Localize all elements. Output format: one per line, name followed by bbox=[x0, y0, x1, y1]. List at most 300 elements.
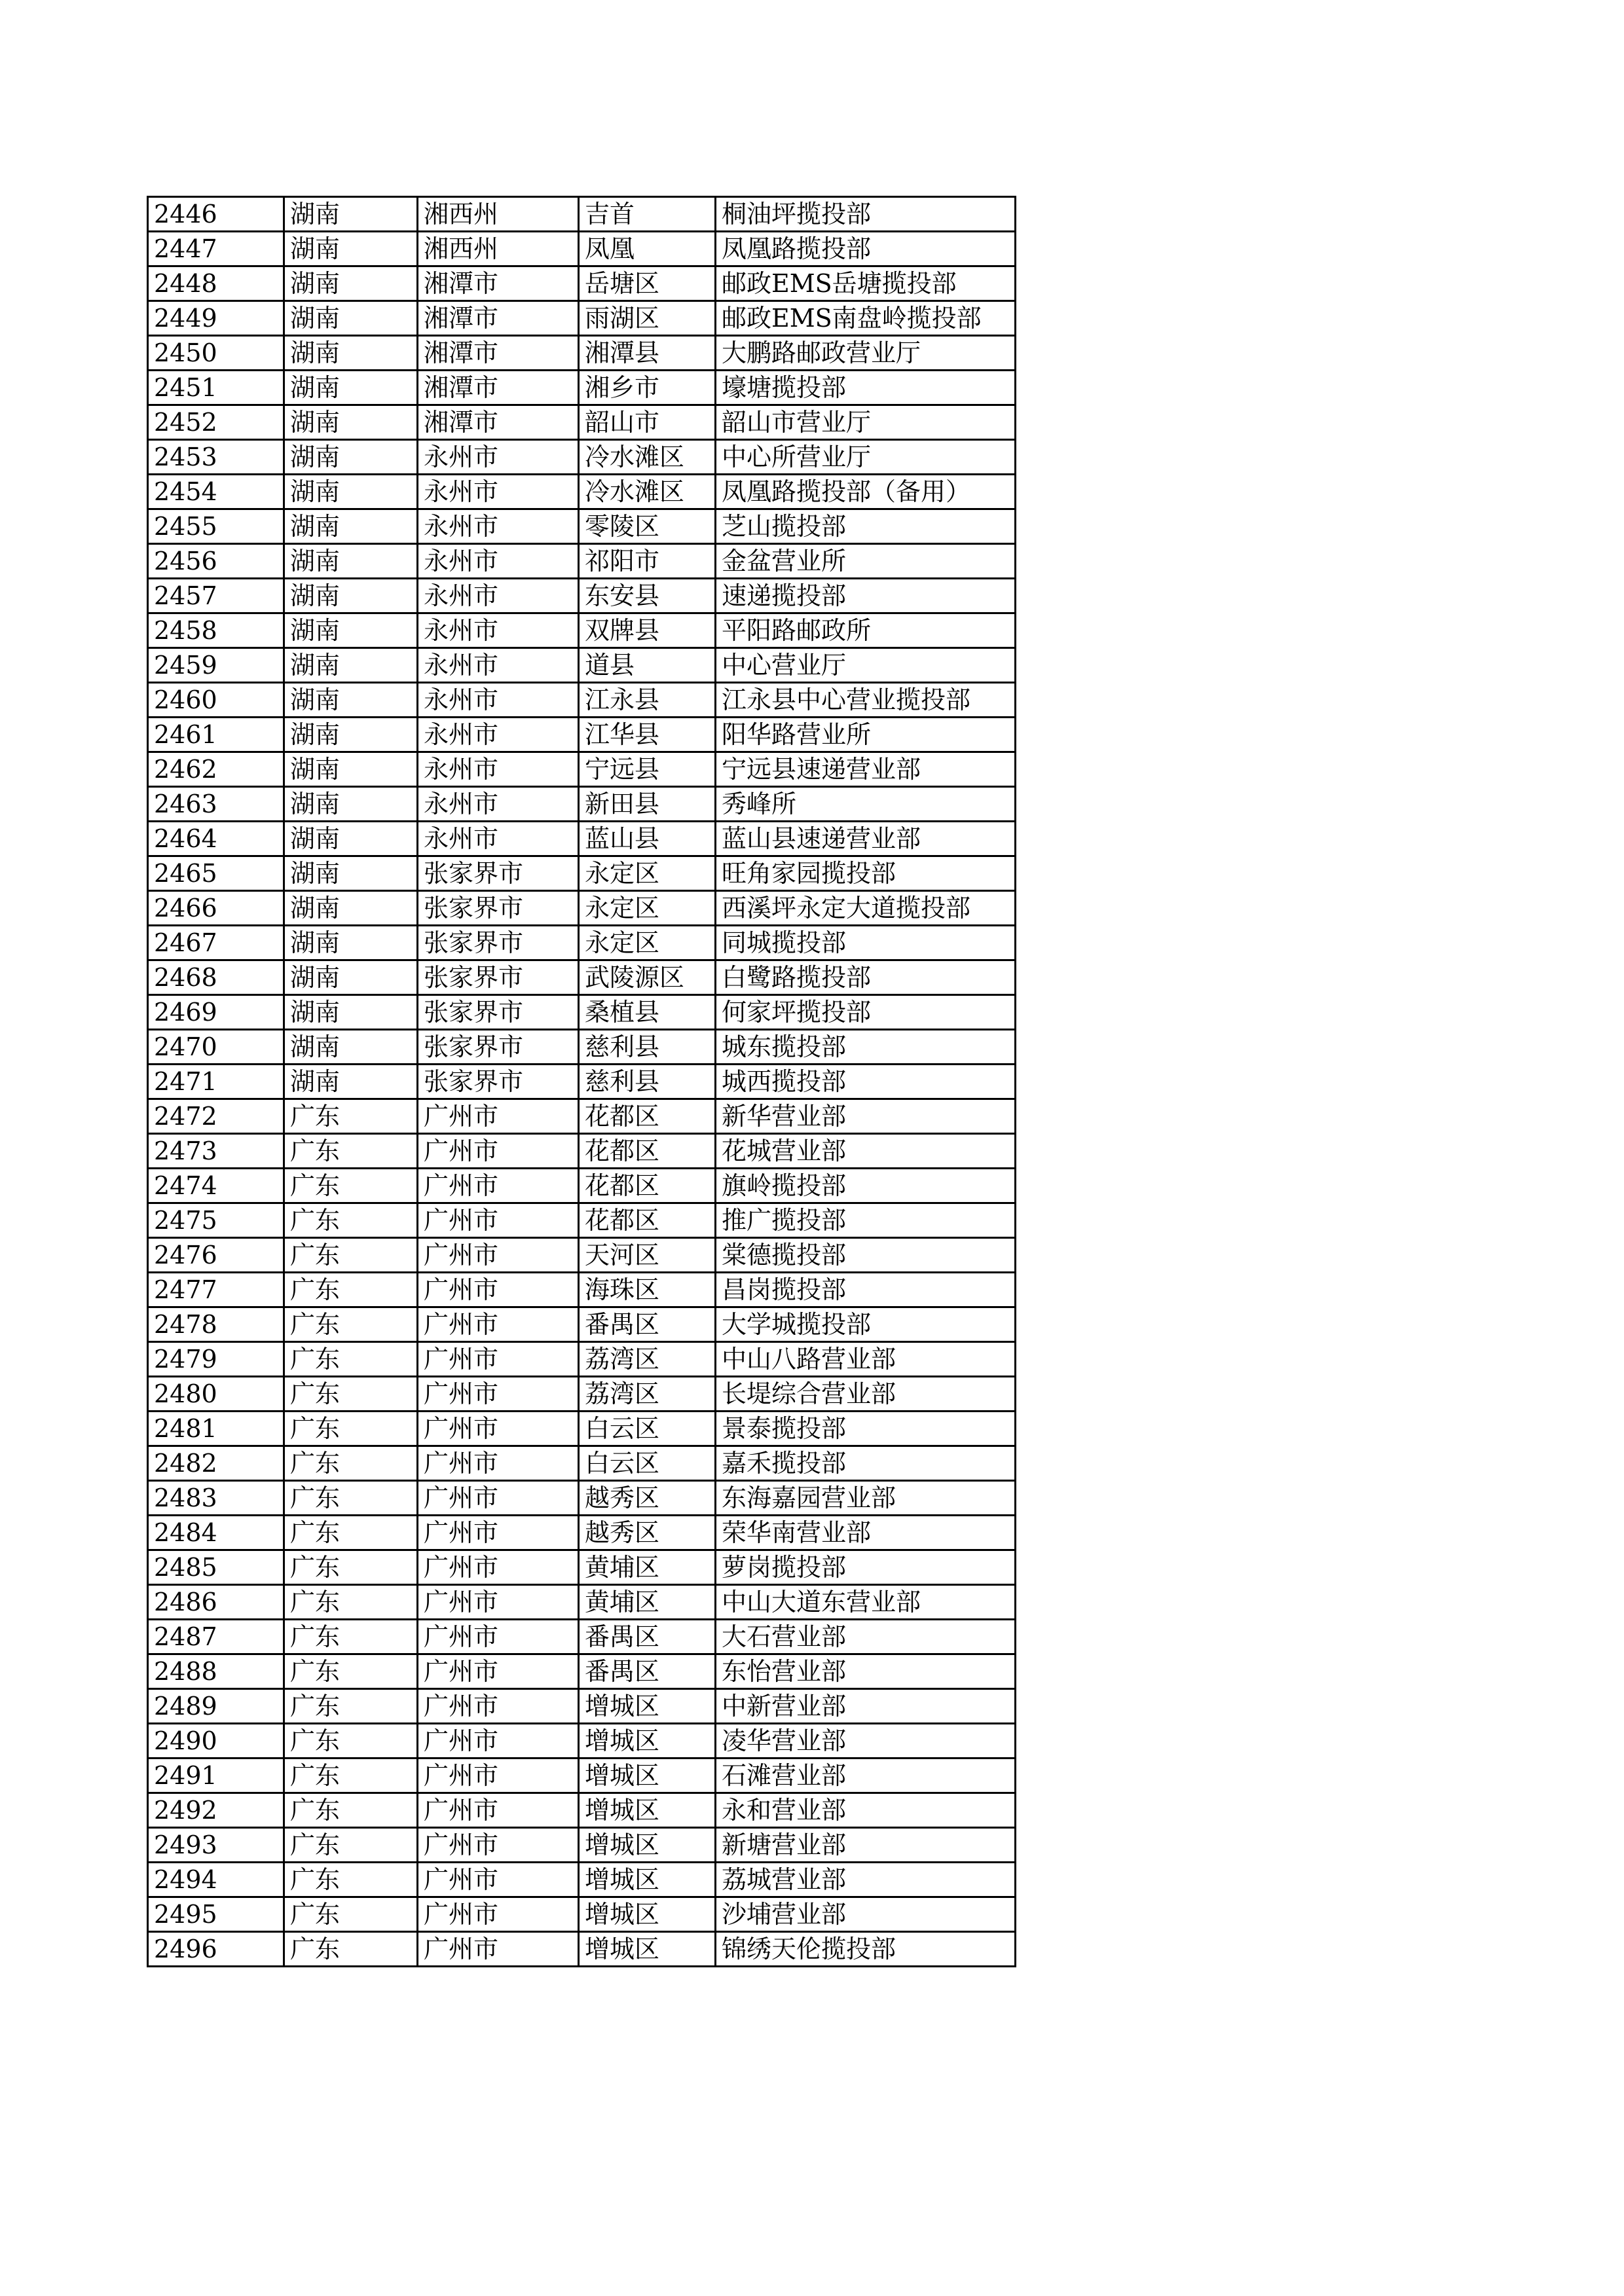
district-cell: 新田县 bbox=[579, 787, 716, 822]
outlet-name-cell: 江永县中心营业揽投部 bbox=[716, 683, 1016, 718]
outlet-name-cell: 宁远县速递营业部 bbox=[716, 752, 1016, 787]
table-row bbox=[148, 336, 1016, 371]
province-cell: 湖南 bbox=[284, 926, 418, 960]
table-row bbox=[148, 197, 1016, 232]
district-cell: 花都区 bbox=[579, 1169, 716, 1203]
district-cell: 增城区 bbox=[579, 1863, 716, 1897]
outlet-name-cell: 凤凰路揽投部（备用） bbox=[716, 475, 1016, 509]
city-cell: 广州市 bbox=[418, 1446, 579, 1481]
city-cell: 湘潭市 bbox=[418, 405, 579, 440]
row-number-cell: 2450 bbox=[148, 336, 284, 371]
row-number-cell: 2478 bbox=[148, 1307, 284, 1342]
city-cell: 张家界市 bbox=[418, 926, 579, 960]
outlet-name-cell: 石滩营业部 bbox=[716, 1758, 1016, 1793]
table-row bbox=[148, 1099, 1016, 1134]
table-row bbox=[148, 1689, 1016, 1724]
city-cell: 永州市 bbox=[418, 475, 579, 509]
row-number-cell: 2490 bbox=[148, 1724, 284, 1758]
district-cell: 道县 bbox=[579, 648, 716, 683]
province-cell: 广东 bbox=[284, 1446, 418, 1481]
district-cell: 越秀区 bbox=[579, 1516, 716, 1550]
district-cell: 黄埔区 bbox=[579, 1585, 716, 1620]
outlet-name-cell: 永和营业部 bbox=[716, 1793, 1016, 1828]
row-number-cell: 2482 bbox=[148, 1446, 284, 1481]
outlet-name-cell: 花城营业部 bbox=[716, 1134, 1016, 1169]
city-cell: 广州市 bbox=[418, 1099, 579, 1134]
province-cell: 广东 bbox=[284, 1481, 418, 1516]
table-row bbox=[148, 1203, 1016, 1238]
row-number-cell: 2471 bbox=[148, 1065, 284, 1099]
province-cell: 湖南 bbox=[284, 613, 418, 648]
district-cell: 增城区 bbox=[579, 1932, 716, 1967]
province-cell: 湖南 bbox=[284, 856, 418, 891]
row-number-cell: 2467 bbox=[148, 926, 284, 960]
outlet-name-cell: 蓝山县速递营业部 bbox=[716, 822, 1016, 856]
city-cell: 广州市 bbox=[418, 1724, 579, 1758]
outlet-name-cell: 平阳路邮政所 bbox=[716, 613, 1016, 648]
district-cell: 凤凰 bbox=[579, 232, 716, 266]
district-cell: 武陵源区 bbox=[579, 960, 716, 995]
city-cell: 广州市 bbox=[418, 1654, 579, 1689]
row-number-cell: 2465 bbox=[148, 856, 284, 891]
city-cell: 永州市 bbox=[418, 822, 579, 856]
province-cell: 广东 bbox=[284, 1377, 418, 1412]
row-number-cell: 2454 bbox=[148, 475, 284, 509]
row-number-cell: 2494 bbox=[148, 1863, 284, 1897]
row-number-cell: 2489 bbox=[148, 1689, 284, 1724]
city-cell: 广州市 bbox=[418, 1169, 579, 1203]
table-row bbox=[148, 1724, 1016, 1758]
table-row bbox=[148, 301, 1016, 336]
outlet-name-cell: 荔城营业部 bbox=[716, 1863, 1016, 1897]
district-cell: 慈利县 bbox=[579, 1030, 716, 1065]
table-row bbox=[148, 822, 1016, 856]
outlet-name-cell: 邮政EMS南盘岭揽投部 bbox=[716, 301, 1016, 336]
district-cell: 增城区 bbox=[579, 1724, 716, 1758]
outlet-name-cell: 新华营业部 bbox=[716, 1099, 1016, 1134]
row-number-cell: 2455 bbox=[148, 509, 284, 544]
row-number-cell: 2453 bbox=[148, 440, 284, 475]
table-row bbox=[148, 1377, 1016, 1412]
outlet-name-cell: 中心所营业厅 bbox=[716, 440, 1016, 475]
province-cell: 湖南 bbox=[284, 960, 418, 995]
district-cell: 冷水滩区 bbox=[579, 475, 716, 509]
province-cell: 广东 bbox=[284, 1273, 418, 1307]
table-row bbox=[148, 1342, 1016, 1377]
data-table bbox=[147, 196, 1016, 1967]
province-cell: 湖南 bbox=[284, 301, 418, 336]
district-cell: 江永县 bbox=[579, 683, 716, 718]
district-cell: 增城区 bbox=[579, 1689, 716, 1724]
province-cell: 广东 bbox=[284, 1932, 418, 1967]
row-number-cell: 2464 bbox=[148, 822, 284, 856]
row-number-cell: 2451 bbox=[148, 371, 284, 405]
table-row bbox=[148, 1897, 1016, 1932]
district-cell: 双牌县 bbox=[579, 613, 716, 648]
district-cell: 零陵区 bbox=[579, 509, 716, 544]
table-body bbox=[148, 197, 1016, 1967]
province-cell: 广东 bbox=[284, 1203, 418, 1238]
district-cell: 越秀区 bbox=[579, 1481, 716, 1516]
table-row bbox=[148, 1481, 1016, 1516]
province-cell: 广东 bbox=[284, 1654, 418, 1689]
table-row bbox=[148, 1446, 1016, 1481]
row-number-cell: 2486 bbox=[148, 1585, 284, 1620]
city-cell: 广州市 bbox=[418, 1481, 579, 1516]
district-cell: 增城区 bbox=[579, 1758, 716, 1793]
table-row bbox=[148, 1758, 1016, 1793]
district-cell: 雨湖区 bbox=[579, 301, 716, 336]
row-number-cell: 2481 bbox=[148, 1412, 284, 1446]
district-cell: 黄埔区 bbox=[579, 1550, 716, 1585]
table-row bbox=[148, 1793, 1016, 1828]
row-number-cell: 2448 bbox=[148, 266, 284, 301]
row-number-cell: 2487 bbox=[148, 1620, 284, 1654]
table-row bbox=[148, 1654, 1016, 1689]
outlet-name-cell: 推广揽投部 bbox=[716, 1203, 1016, 1238]
district-cell: 宁远县 bbox=[579, 752, 716, 787]
district-cell: 增城区 bbox=[579, 1828, 716, 1863]
district-cell: 海珠区 bbox=[579, 1273, 716, 1307]
city-cell: 永州市 bbox=[418, 613, 579, 648]
table-row bbox=[148, 752, 1016, 787]
outlet-name-cell: 同城揽投部 bbox=[716, 926, 1016, 960]
row-number-cell: 2466 bbox=[148, 891, 284, 926]
outlet-name-cell: 何家坪揽投部 bbox=[716, 995, 1016, 1030]
outlet-name-cell: 秀峰所 bbox=[716, 787, 1016, 822]
row-number-cell: 2474 bbox=[148, 1169, 284, 1203]
province-cell: 广东 bbox=[284, 1099, 418, 1134]
city-cell: 广州市 bbox=[418, 1932, 579, 1967]
city-cell: 广州市 bbox=[418, 1307, 579, 1342]
outlet-name-cell: 大学城揽投部 bbox=[716, 1307, 1016, 1342]
city-cell: 广州市 bbox=[418, 1238, 579, 1273]
district-cell: 番禺区 bbox=[579, 1620, 716, 1654]
table-row bbox=[148, 1030, 1016, 1065]
district-cell: 桑植县 bbox=[579, 995, 716, 1030]
district-cell: 花都区 bbox=[579, 1134, 716, 1169]
table-row bbox=[148, 926, 1016, 960]
city-cell: 广州市 bbox=[418, 1516, 579, 1550]
outlet-name-cell: 锦绣天伦揽投部 bbox=[716, 1932, 1016, 1967]
province-cell: 广东 bbox=[284, 1585, 418, 1620]
outlet-name-cell: 速递揽投部 bbox=[716, 579, 1016, 613]
province-cell: 湖南 bbox=[284, 648, 418, 683]
outlet-name-cell: 景泰揽投部 bbox=[716, 1412, 1016, 1446]
province-cell: 湖南 bbox=[284, 579, 418, 613]
province-cell: 湖南 bbox=[284, 891, 418, 926]
province-cell: 广东 bbox=[284, 1724, 418, 1758]
city-cell: 永州市 bbox=[418, 648, 579, 683]
province-cell: 湖南 bbox=[284, 683, 418, 718]
province-cell: 湖南 bbox=[284, 544, 418, 579]
table-row bbox=[148, 1863, 1016, 1897]
row-number-cell: 2484 bbox=[148, 1516, 284, 1550]
row-number-cell: 2469 bbox=[148, 995, 284, 1030]
district-cell: 冷水滩区 bbox=[579, 440, 716, 475]
outlet-name-cell: 旺角家园揽投部 bbox=[716, 856, 1016, 891]
province-cell: 湖南 bbox=[284, 440, 418, 475]
district-cell: 白云区 bbox=[579, 1446, 716, 1481]
row-number-cell: 2485 bbox=[148, 1550, 284, 1585]
city-cell: 永州市 bbox=[418, 683, 579, 718]
table-row bbox=[148, 1412, 1016, 1446]
outlet-name-cell: 桐油坪揽投部 bbox=[716, 197, 1016, 232]
row-number-cell: 2495 bbox=[148, 1897, 284, 1932]
row-number-cell: 2457 bbox=[148, 579, 284, 613]
city-cell: 永州市 bbox=[418, 440, 579, 475]
row-number-cell: 2463 bbox=[148, 787, 284, 822]
province-cell: 湖南 bbox=[284, 336, 418, 371]
district-cell: 慈利县 bbox=[579, 1065, 716, 1099]
city-cell: 张家界市 bbox=[418, 856, 579, 891]
province-cell: 湖南 bbox=[284, 752, 418, 787]
table-row bbox=[148, 1620, 1016, 1654]
city-cell: 广州市 bbox=[418, 1863, 579, 1897]
table-row bbox=[148, 1169, 1016, 1203]
city-cell: 广州市 bbox=[418, 1897, 579, 1932]
table-row bbox=[148, 856, 1016, 891]
province-cell: 广东 bbox=[284, 1863, 418, 1897]
outlet-name-cell: 荣华南营业部 bbox=[716, 1516, 1016, 1550]
table-row bbox=[148, 266, 1016, 301]
city-cell: 湘潭市 bbox=[418, 371, 579, 405]
province-cell: 广东 bbox=[284, 1307, 418, 1342]
outlet-name-cell: 韶山市营业厅 bbox=[716, 405, 1016, 440]
outlet-name-cell: 白鹭路揽投部 bbox=[716, 960, 1016, 995]
city-cell: 广州市 bbox=[418, 1793, 579, 1828]
province-cell: 广东 bbox=[284, 1828, 418, 1863]
row-number-cell: 2492 bbox=[148, 1793, 284, 1828]
province-cell: 湖南 bbox=[284, 718, 418, 752]
district-cell: 天河区 bbox=[579, 1238, 716, 1273]
outlet-name-cell: 大石营业部 bbox=[716, 1620, 1016, 1654]
outlet-name-cell: 西溪坪永定大道揽投部 bbox=[716, 891, 1016, 926]
table-row bbox=[148, 1238, 1016, 1273]
outlet-name-cell: 中山八路营业部 bbox=[716, 1342, 1016, 1377]
city-cell: 广州市 bbox=[418, 1585, 579, 1620]
city-cell: 广州市 bbox=[418, 1412, 579, 1446]
district-cell: 湘乡市 bbox=[579, 371, 716, 405]
province-cell: 湖南 bbox=[284, 197, 418, 232]
row-number-cell: 2460 bbox=[148, 683, 284, 718]
row-number-cell: 2488 bbox=[148, 1654, 284, 1689]
district-cell: 祁阳市 bbox=[579, 544, 716, 579]
district-cell: 蓝山县 bbox=[579, 822, 716, 856]
table-row bbox=[148, 1516, 1016, 1550]
row-number-cell: 2461 bbox=[148, 718, 284, 752]
city-cell: 张家界市 bbox=[418, 960, 579, 995]
outlet-name-cell: 中新营业部 bbox=[716, 1689, 1016, 1724]
city-cell: 永州市 bbox=[418, 509, 579, 544]
table-row bbox=[148, 440, 1016, 475]
province-cell: 广东 bbox=[284, 1342, 418, 1377]
city-cell: 张家界市 bbox=[418, 1030, 579, 1065]
outlet-name-cell: 长堤综合营业部 bbox=[716, 1377, 1016, 1412]
row-number-cell: 2447 bbox=[148, 232, 284, 266]
row-number-cell: 2493 bbox=[148, 1828, 284, 1863]
province-cell: 湖南 bbox=[284, 266, 418, 301]
table-row bbox=[148, 995, 1016, 1030]
table-row bbox=[148, 891, 1016, 926]
city-cell: 广州市 bbox=[418, 1342, 579, 1377]
district-cell: 永定区 bbox=[579, 926, 716, 960]
city-cell: 广州市 bbox=[418, 1620, 579, 1654]
row-number-cell: 2472 bbox=[148, 1099, 284, 1134]
province-cell: 广东 bbox=[284, 1689, 418, 1724]
province-cell: 广东 bbox=[284, 1238, 418, 1273]
row-number-cell: 2477 bbox=[148, 1273, 284, 1307]
outlet-name-cell: 凌华营业部 bbox=[716, 1724, 1016, 1758]
outlet-name-cell: 城西揽投部 bbox=[716, 1065, 1016, 1099]
district-cell: 荔湾区 bbox=[579, 1342, 716, 1377]
city-cell: 广州市 bbox=[418, 1758, 579, 1793]
outlet-name-cell: 城东揽投部 bbox=[716, 1030, 1016, 1065]
province-cell: 广东 bbox=[284, 1169, 418, 1203]
city-cell: 湘潭市 bbox=[418, 336, 579, 371]
province-cell: 湖南 bbox=[284, 822, 418, 856]
city-cell: 广州市 bbox=[418, 1273, 579, 1307]
row-number-cell: 2449 bbox=[148, 301, 284, 336]
row-number-cell: 2458 bbox=[148, 613, 284, 648]
table-row bbox=[148, 1273, 1016, 1307]
city-cell: 张家界市 bbox=[418, 995, 579, 1030]
district-cell: 永定区 bbox=[579, 891, 716, 926]
province-cell: 广东 bbox=[284, 1550, 418, 1585]
outlet-name-cell: 东怡营业部 bbox=[716, 1654, 1016, 1689]
outlet-name-cell: 大鹏路邮政营业厅 bbox=[716, 336, 1016, 371]
table-row bbox=[148, 509, 1016, 544]
outlet-name-cell: 邮政EMS岳塘揽投部 bbox=[716, 266, 1016, 301]
outlet-name-cell: 中心营业厅 bbox=[716, 648, 1016, 683]
row-number-cell: 2476 bbox=[148, 1238, 284, 1273]
city-cell: 广州市 bbox=[418, 1550, 579, 1585]
district-cell: 花都区 bbox=[579, 1099, 716, 1134]
row-number-cell: 2452 bbox=[148, 405, 284, 440]
city-cell: 广州市 bbox=[418, 1203, 579, 1238]
district-cell: 吉首 bbox=[579, 197, 716, 232]
district-cell: 永定区 bbox=[579, 856, 716, 891]
row-number-cell: 2473 bbox=[148, 1134, 284, 1169]
outlet-name-cell: 沙埔营业部 bbox=[716, 1897, 1016, 1932]
district-cell: 荔湾区 bbox=[579, 1377, 716, 1412]
city-cell: 永州市 bbox=[418, 752, 579, 787]
table-row bbox=[148, 1828, 1016, 1863]
province-cell: 湖南 bbox=[284, 232, 418, 266]
province-cell: 广东 bbox=[284, 1897, 418, 1932]
province-cell: 广东 bbox=[284, 1516, 418, 1550]
table-row bbox=[148, 1932, 1016, 1967]
province-cell: 湖南 bbox=[284, 1065, 418, 1099]
row-number-cell: 2496 bbox=[148, 1932, 284, 1967]
row-number-cell: 2470 bbox=[148, 1030, 284, 1065]
row-number-cell: 2446 bbox=[148, 197, 284, 232]
outlet-name-cell: 东海嘉园营业部 bbox=[716, 1481, 1016, 1516]
table-row bbox=[148, 1585, 1016, 1620]
city-cell: 永州市 bbox=[418, 544, 579, 579]
city-cell: 湘西州 bbox=[418, 232, 579, 266]
province-cell: 湖南 bbox=[284, 475, 418, 509]
city-cell: 广州市 bbox=[418, 1828, 579, 1863]
outlet-name-cell: 昌岗揽投部 bbox=[716, 1273, 1016, 1307]
province-cell: 湖南 bbox=[284, 371, 418, 405]
table-row bbox=[148, 544, 1016, 579]
outlet-name-cell: 阳华路营业所 bbox=[716, 718, 1016, 752]
row-number-cell: 2491 bbox=[148, 1758, 284, 1793]
district-cell: 白云区 bbox=[579, 1412, 716, 1446]
district-cell: 增城区 bbox=[579, 1793, 716, 1828]
district-cell: 花都区 bbox=[579, 1203, 716, 1238]
outlet-name-cell: 金盆营业所 bbox=[716, 544, 1016, 579]
city-cell: 湘西州 bbox=[418, 197, 579, 232]
district-cell: 岳塘区 bbox=[579, 266, 716, 301]
district-cell: 增城区 bbox=[579, 1897, 716, 1932]
province-cell: 湖南 bbox=[284, 509, 418, 544]
province-cell: 广东 bbox=[284, 1758, 418, 1793]
outlet-name-cell: 壕塘揽投部 bbox=[716, 371, 1016, 405]
district-cell: 番禺区 bbox=[579, 1307, 716, 1342]
row-number-cell: 2483 bbox=[148, 1481, 284, 1516]
outlet-name-cell: 棠德揽投部 bbox=[716, 1238, 1016, 1273]
table-row bbox=[148, 1550, 1016, 1585]
district-cell: 韶山市 bbox=[579, 405, 716, 440]
outlet-name-cell: 凤凰路揽投部 bbox=[716, 232, 1016, 266]
table-row bbox=[148, 405, 1016, 440]
province-cell: 广东 bbox=[284, 1793, 418, 1828]
outlet-name-cell: 中山大道东营业部 bbox=[716, 1585, 1016, 1620]
row-number-cell: 2479 bbox=[148, 1342, 284, 1377]
city-cell: 张家界市 bbox=[418, 891, 579, 926]
district-cell: 东安县 bbox=[579, 579, 716, 613]
row-number-cell: 2468 bbox=[148, 960, 284, 995]
table-row bbox=[148, 613, 1016, 648]
table-row bbox=[148, 787, 1016, 822]
province-cell: 广东 bbox=[284, 1620, 418, 1654]
province-cell: 湖南 bbox=[284, 995, 418, 1030]
table-row bbox=[148, 371, 1016, 405]
table-row bbox=[148, 960, 1016, 995]
row-number-cell: 2480 bbox=[148, 1377, 284, 1412]
outlet-name-cell: 旗岭揽投部 bbox=[716, 1169, 1016, 1203]
row-number-cell: 2462 bbox=[148, 752, 284, 787]
table-row bbox=[148, 1307, 1016, 1342]
city-cell: 广州市 bbox=[418, 1377, 579, 1412]
city-cell: 湘潭市 bbox=[418, 301, 579, 336]
table-row bbox=[148, 1134, 1016, 1169]
city-cell: 永州市 bbox=[418, 718, 579, 752]
row-number-cell: 2456 bbox=[148, 544, 284, 579]
table-row bbox=[148, 718, 1016, 752]
province-cell: 广东 bbox=[284, 1134, 418, 1169]
city-cell: 广州市 bbox=[418, 1689, 579, 1724]
city-cell: 广州市 bbox=[418, 1134, 579, 1169]
table-row bbox=[148, 475, 1016, 509]
row-number-cell: 2459 bbox=[148, 648, 284, 683]
province-cell: 湖南 bbox=[284, 787, 418, 822]
district-cell: 湘潭县 bbox=[579, 336, 716, 371]
outlet-name-cell: 嘉禾揽投部 bbox=[716, 1446, 1016, 1481]
outlet-name-cell: 新塘营业部 bbox=[716, 1828, 1016, 1863]
table-row bbox=[148, 232, 1016, 266]
district-cell: 江华县 bbox=[579, 718, 716, 752]
city-cell: 永州市 bbox=[418, 787, 579, 822]
outlet-name-cell: 芝山揽投部 bbox=[716, 509, 1016, 544]
row-number-cell: 2475 bbox=[148, 1203, 284, 1238]
table-row bbox=[148, 1065, 1016, 1099]
province-cell: 湖南 bbox=[284, 1030, 418, 1065]
city-cell: 张家界市 bbox=[418, 1065, 579, 1099]
province-cell: 湖南 bbox=[284, 405, 418, 440]
